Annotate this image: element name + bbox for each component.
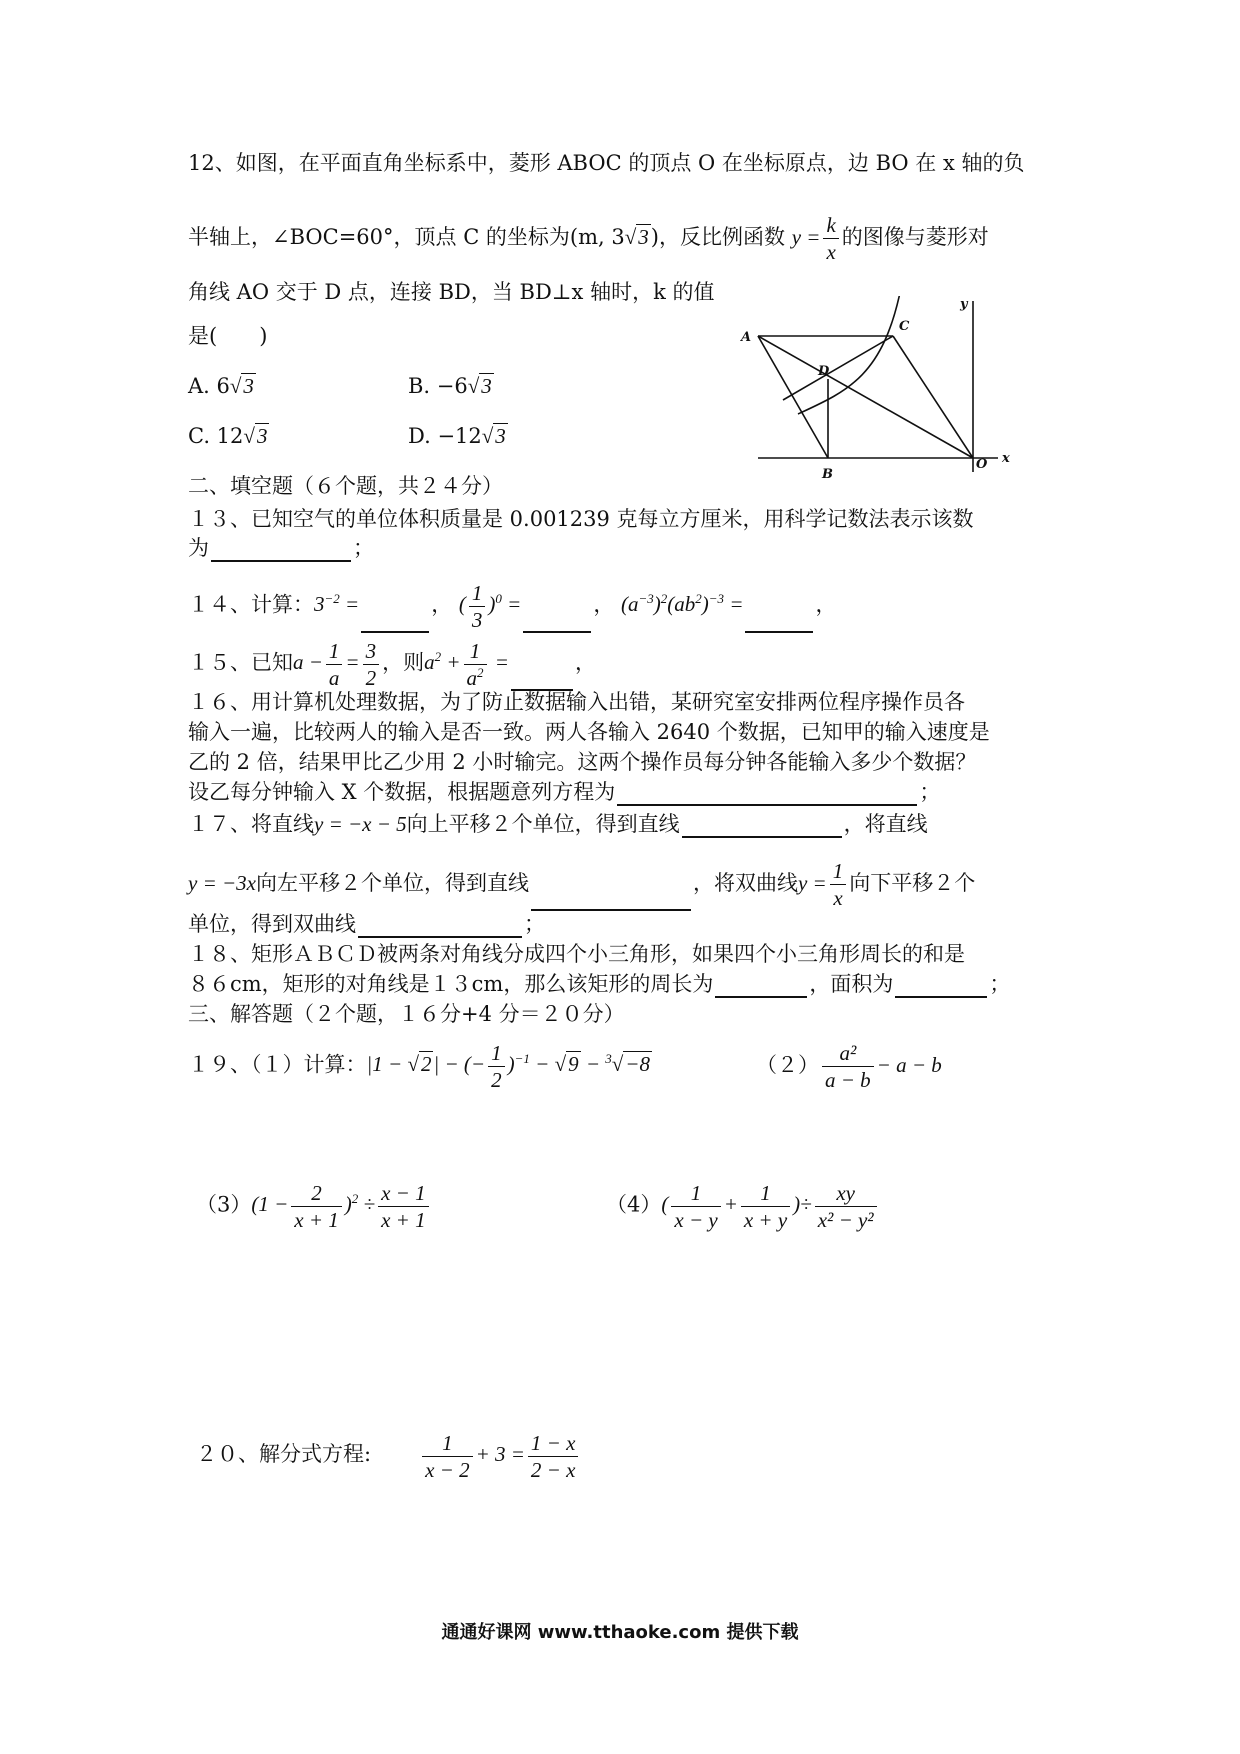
q15-end: ， bbox=[574, 650, 596, 675]
q15 bbox=[188, 638, 596, 691]
label-y: y bbox=[960, 297, 968, 312]
q17-line1-text-a: １７、将直线 bbox=[188, 812, 314, 836]
q17-end: ； bbox=[524, 912, 545, 936]
q13-end: ； bbox=[353, 536, 374, 560]
q18-line1: １８、矩形ＡＢＣＤ被两条对角线分成四个小三角形，如果四个小三角形周长的和是 bbox=[188, 942, 965, 966]
q15-lhs: a − $\frac{1}{a}$ = $\frac{3}{2}$ bbox=[293, 650, 382, 674]
q19-part4 bbox=[606, 1180, 880, 1233]
q12-line2-text-b: )，反比例函数 bbox=[650, 225, 785, 249]
q19-part2 bbox=[756, 1040, 942, 1093]
diagonal-ao bbox=[758, 336, 973, 458]
q12-option-c bbox=[188, 422, 269, 450]
q17-line2-fraction: $\frac{1}{x}$ bbox=[830, 858, 847, 911]
section-3-title: 三、解答题（２个题，１６分+4 分＝２０分） bbox=[188, 1002, 625, 1026]
q19-part4-expr: ( $\frac{1}{x - y}$ + $\frac{1}{x + y}$ )÷ $\frac{xy}{\text{x² − y²}}$ bbox=[661, 1192, 879, 1216]
q17-line1-text-c: ，将直线 bbox=[843, 812, 928, 836]
q17-line2-text-a: 向左平移２个单位，得到直线 bbox=[255, 871, 529, 895]
q14-expr2: ( $\frac{1}{3}$ )$^0$ = bbox=[458, 581, 522, 632]
q17-line1-text-b: 向上平移２个单位，得到直线 bbox=[406, 812, 680, 836]
q19-part2-label: （２） bbox=[756, 1053, 819, 1077]
q12-func-num: k bbox=[823, 212, 838, 239]
q15-then: ，则 bbox=[382, 650, 425, 675]
q12-option-c-text: C. 12 bbox=[188, 424, 244, 448]
q14-end: ， bbox=[815, 592, 837, 617]
label-d: D bbox=[818, 364, 830, 379]
label-a: A bbox=[741, 330, 752, 345]
q12-option-d-sqrt: √3 bbox=[481, 424, 506, 448]
q12-option-c-sqrt: √3 bbox=[243, 424, 268, 448]
q19-part1 bbox=[188, 1040, 652, 1093]
q17-line2-y: y = bbox=[797, 871, 827, 895]
q14-label: １４、计算： bbox=[188, 592, 314, 617]
q12-func-den: x bbox=[826, 240, 836, 264]
q12-option-b-text: B. −6 bbox=[408, 374, 468, 398]
q12-line3: 角线 AO 交于 D 点，连接 BD，当 BD⊥x 轴时，k 的值 bbox=[188, 280, 715, 304]
q16-line3: 乙的 2 倍，结果甲比乙少用 2 小时输完。这两个操作员每分钟各能输入多少个数据？ bbox=[188, 750, 977, 774]
q18-line2-text-a: ８６cm，矩形的对角线是１３cm，那么该矩形的周长为 bbox=[188, 972, 714, 996]
q12-line1: 12、如图，在平面直角坐标系中，菱形 ABOC 的顶点 O 在坐标原点，边 BO 在 x 轴的负 bbox=[188, 151, 1025, 175]
diagonal-bc bbox=[783, 336, 893, 400]
q13-answer-blank[interactable] bbox=[211, 540, 351, 562]
q18-blank-area[interactable] bbox=[895, 976, 987, 998]
q16-answer-blank[interactable] bbox=[617, 784, 917, 806]
q19-part2-tail: − a − b bbox=[876, 1053, 942, 1077]
q12-line2 bbox=[188, 212, 989, 265]
q19-part3-expr: (1 − $\frac{2}{x + 1}$ )$^2$ ÷ $\frac{x - 1}{x + 1}$ bbox=[251, 1192, 431, 1216]
q14-sep-2: ， bbox=[593, 592, 615, 617]
q17-line3 bbox=[188, 910, 545, 938]
q17-line2 bbox=[188, 858, 975, 911]
q16-end: ； bbox=[919, 780, 941, 804]
q12-option-b bbox=[408, 372, 494, 400]
q17-line2-text-c: 向下平移２个 bbox=[849, 871, 976, 895]
q18-blank-perimeter[interactable] bbox=[715, 976, 807, 998]
label-x: x bbox=[1002, 451, 1010, 466]
q12-option-d-text: D. −12 bbox=[408, 424, 482, 448]
q19-part3 bbox=[196, 1180, 432, 1233]
q14-blank-1[interactable] bbox=[361, 611, 429, 633]
q12-func-y: y = bbox=[791, 225, 821, 249]
q12-option-a-sqrt: √3 bbox=[229, 374, 254, 398]
q13-line2 bbox=[188, 534, 374, 562]
q16-line4 bbox=[188, 778, 940, 806]
q12-option-d bbox=[408, 422, 508, 450]
q17-line3-text: 单位，得到双曲线 bbox=[188, 912, 356, 936]
q13-line1: １３、已知空气的单位体积质量是 0.001239 克每立方厘米，用科学记数法表示该数 bbox=[188, 507, 974, 531]
q12-line2-text-c: 的图像与菱形对 bbox=[841, 225, 989, 249]
q19-part3-label: （3） bbox=[196, 1192, 252, 1217]
edge-co bbox=[893, 336, 973, 458]
q17-line1 bbox=[188, 810, 928, 838]
q17-line2-text-b: ，将双曲线 bbox=[692, 871, 798, 895]
q13-line2-text: 为 bbox=[188, 536, 209, 560]
q14-blank-3[interactable] bbox=[745, 611, 813, 633]
q12-option-a-text: A. 6 bbox=[188, 374, 230, 398]
label-b: B bbox=[822, 467, 833, 482]
label-c: C bbox=[899, 319, 910, 334]
q14 bbox=[188, 580, 836, 633]
q12-sqrt-3: √3 bbox=[624, 225, 649, 249]
q12-func-fraction bbox=[823, 212, 838, 265]
footer-source: 通通好课网 www.tthaoke.com 提供下载 bbox=[441, 1622, 799, 1643]
label-o: O bbox=[976, 457, 988, 472]
q19-part1-expr: |1 − √2| − (− $\frac{1}{2}$ )$^{-1}$ − √9 − $^3$√−8 bbox=[366, 1041, 650, 1092]
hyperbola-curve bbox=[798, 296, 901, 414]
q20-label: ２０、解分式方程: bbox=[196, 1442, 372, 1467]
q17-blank-2[interactable] bbox=[531, 889, 691, 911]
q12-option-a bbox=[188, 372, 256, 400]
q12-line4: 是( ) bbox=[188, 324, 268, 348]
q14-expr3: $(a^{-3})^2(ab^2)^{-3}$ = bbox=[621, 591, 744, 617]
q12-option-b-sqrt: √3 bbox=[467, 374, 492, 398]
q12-line2-text-a: 半轴上，∠BOC=60°，顶点 C 的坐标为(m, 3 bbox=[188, 225, 625, 249]
section-2-title: 二、填空题（６个题，共２４分） bbox=[188, 474, 503, 498]
q14-sep-1: ， bbox=[431, 592, 453, 617]
q19-part4-label: （4） bbox=[606, 1192, 662, 1217]
q14-expr1: $3^{-2}$ = bbox=[314, 591, 360, 617]
q18-end: ； bbox=[989, 972, 1011, 996]
q20 bbox=[196, 1430, 581, 1483]
q18-line2-text-b: ，面积为 bbox=[809, 972, 894, 996]
q19-part2-fraction: $\frac{\text{a²}}{a - b}$ bbox=[822, 1040, 874, 1093]
q18-line2 bbox=[188, 970, 1010, 998]
q16-line1: １６、用计算机处理数据，为了防止数据输入出错，某研究室安排两位程序操作员各 bbox=[188, 690, 965, 714]
q19-part1-label: １９、（１）计算： bbox=[188, 1052, 367, 1077]
q17-blank-1[interactable] bbox=[682, 816, 842, 838]
q15-rhs: $a^2$ + $\frac{1}{a^2}$ = bbox=[424, 639, 509, 690]
q15-label: １５、已知 bbox=[188, 650, 293, 675]
edge-ab bbox=[758, 336, 828, 458]
q17-line2-expr: y = −3x bbox=[188, 871, 256, 895]
q17-blank-3[interactable] bbox=[358, 916, 522, 938]
q17-line1-expr: y = −x − 5 bbox=[314, 812, 407, 836]
q20-equation: $\frac{1}{x - 2}$ + 3 = $\frac{1 - x}{2 - x}$ bbox=[419, 1442, 581, 1466]
q16-line4-text: 设乙每分钟输入 X 个数据，根据题意列方程为 bbox=[188, 780, 616, 804]
q16-line2: 输入一遍，比较两人的输入是否一致。两人各输入 2640 个数据，已知甲的输入速度是 bbox=[188, 720, 990, 744]
q12-rhombus-figure bbox=[738, 296, 1038, 486]
q14-blank-2[interactable] bbox=[523, 611, 591, 633]
